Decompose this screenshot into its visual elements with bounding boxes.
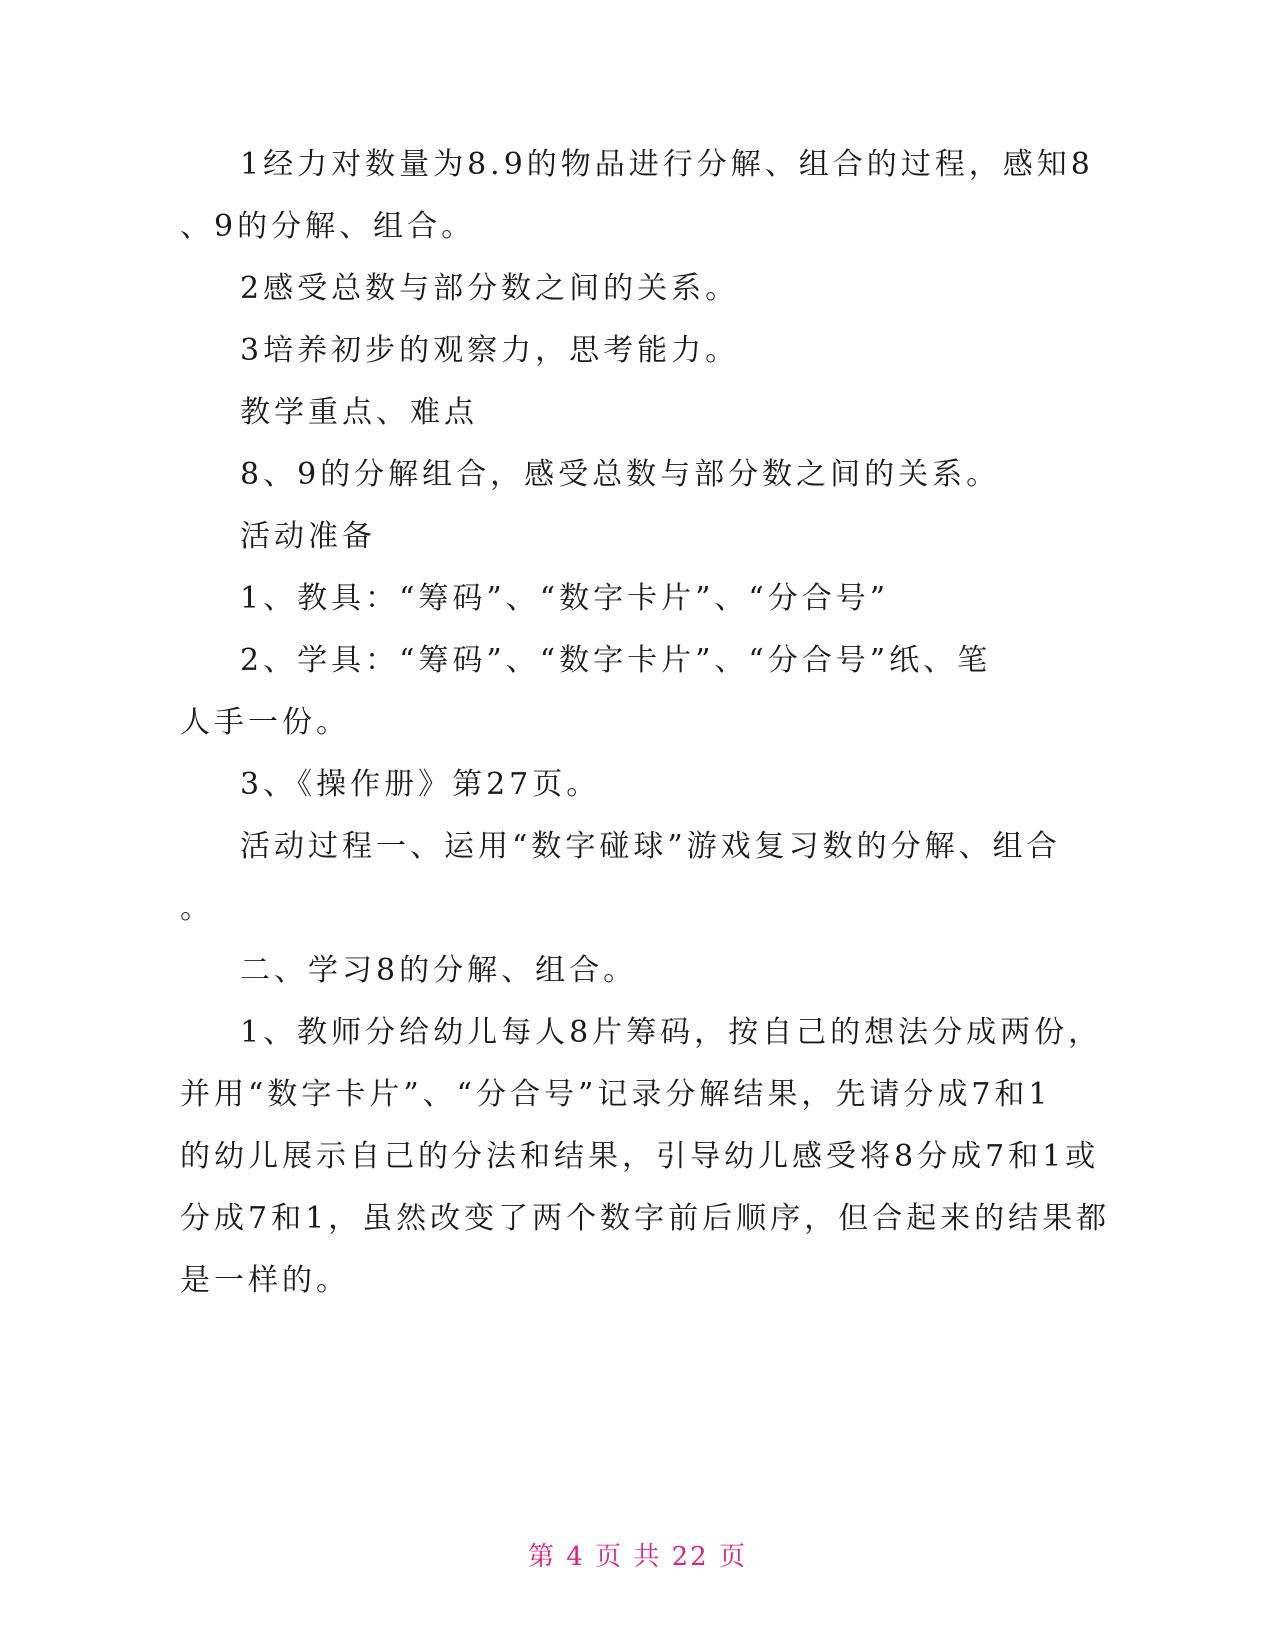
text-line: 人手一份。 — [180, 705, 350, 740]
page-number-footer: 第 4 页 共 22 页 — [528, 1542, 747, 1572]
text-line: 8、9的分解组合，感受总数与部分数之间的关系。 — [240, 457, 1001, 492]
text-line: 并用“数字卡片”、“分合号”记录分解结果，先请分成7和1 — [180, 1077, 1052, 1112]
section-heading: 教学重点、难点 — [240, 395, 478, 430]
text-line: 。 — [180, 891, 214, 926]
text-line: 2、学具：“筹码”、“数字卡片”、“分合号”纸、笔 — [240, 643, 992, 678]
section-heading: 活动准备 — [240, 519, 376, 554]
text-line: 3、《操作册》第27页。 — [240, 767, 601, 802]
text-line: 1、教师分给幼儿每人8片筹码，按自己的想法分成两份， — [240, 1015, 1103, 1050]
text-line: 3培养初步的观察力，思考能力。 — [240, 333, 740, 368]
text-line: 、9的分解、组合。 — [180, 209, 476, 244]
text-line: 的幼儿展示自己的分法和结果，引导幼儿感受将8分成7和1或 — [180, 1139, 1100, 1174]
text-line: 1经力对数量为8.9的物品进行分解、组合的过程，感知8 — [240, 147, 1094, 182]
text-line: 1、教具：“筹码”、“数字卡片”、“分合号” — [240, 581, 890, 616]
text-line: 是一样的。 — [180, 1263, 350, 1298]
text-line: 分成7和1，虽然改变了两个数字前后顺序，但合起来的结果都 — [180, 1201, 1111, 1236]
text-line: 二、学习8的分解、组合。 — [240, 953, 638, 988]
text-line: 2感受总数与部分数之间的关系。 — [240, 271, 740, 306]
text-line: 活动过程一、运用“数字碰球”游戏复习数的分解、组合 — [240, 829, 1061, 864]
